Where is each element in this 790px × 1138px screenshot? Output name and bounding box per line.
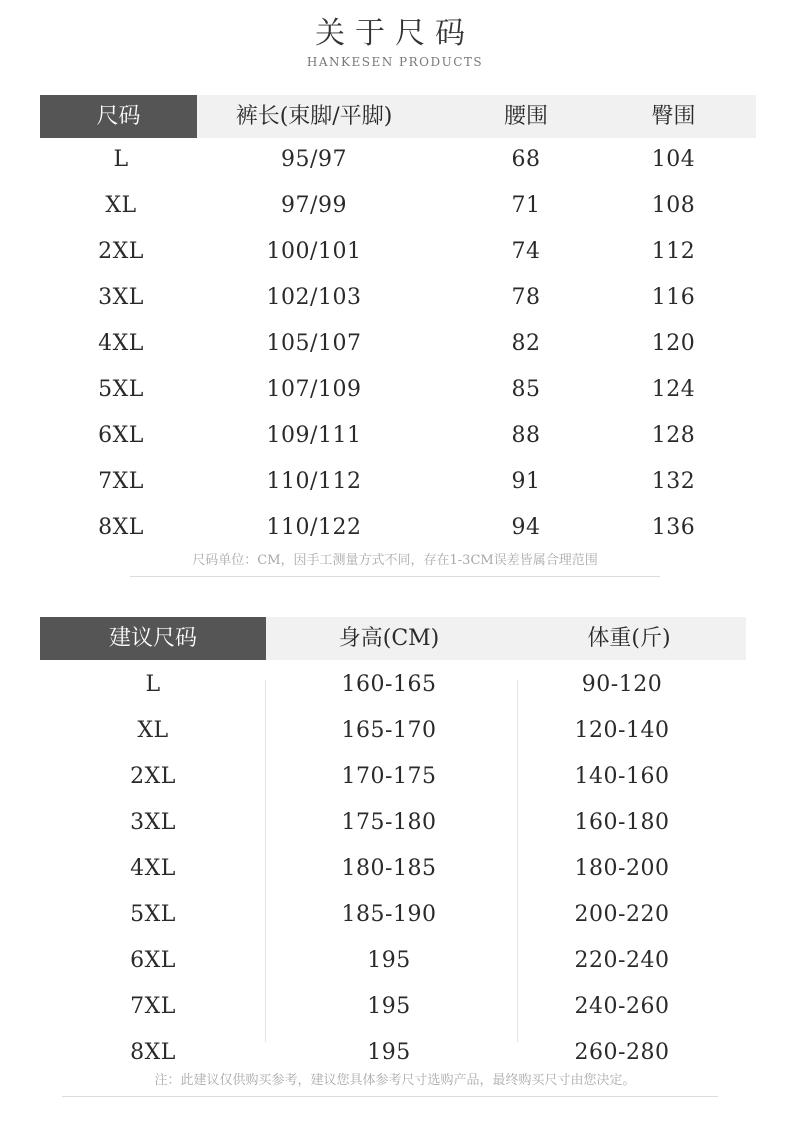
size-cell: 8XL	[130, 1040, 176, 1065]
size-cell: 4XL	[98, 331, 144, 356]
table-row	[40, 892, 746, 938]
hip-cell: 132	[651, 469, 696, 494]
hip-cell: 128	[651, 423, 696, 448]
header-weight: 体重(斤)	[587, 626, 671, 651]
size-cell: L	[113, 147, 129, 172]
recommend-table-note: 注：此建议仅供购买参考，建议您具体参考尺寸选购产品，最终购买尺寸由您决定。	[154, 1073, 636, 1088]
weight-cell: 220-240	[574, 948, 670, 973]
length-cell: 107/109	[266, 377, 362, 402]
length-cell: 109/111	[266, 423, 362, 448]
header-hip: 臀围	[651, 104, 696, 129]
table-row	[40, 754, 746, 800]
waist-cell: 91	[511, 469, 541, 494]
length-cell: 105/107	[266, 331, 362, 356]
waist-cell: 71	[511, 193, 541, 218]
header-waist: 腰围	[503, 104, 548, 129]
waist-cell: 74	[511, 239, 541, 264]
size-cell: 5XL	[98, 377, 144, 402]
weight-cell: 140-160	[574, 764, 670, 789]
waist-cell: 82	[511, 331, 541, 356]
waist-cell: 78	[511, 285, 541, 310]
table-row	[40, 367, 756, 413]
table-row	[40, 413, 756, 459]
size-cell: 2XL	[130, 764, 176, 789]
height-cell: 180-185	[341, 856, 437, 881]
table-row	[40, 183, 756, 229]
height-cell: 195	[367, 994, 411, 1019]
size-cell: XL	[137, 718, 169, 743]
header-height: 身高(CM)	[338, 626, 440, 651]
size-cell: 2XL	[98, 239, 144, 264]
table-row	[40, 984, 746, 1030]
hip-cell: 136	[651, 515, 696, 540]
table-row	[40, 321, 756, 367]
table-row	[40, 275, 756, 321]
header-length: 裤长(束脚/平脚)	[235, 104, 393, 129]
page-subtitle: HANKESEN PRODUCTS	[306, 55, 484, 69]
size-cell: 6XL	[130, 948, 176, 973]
table-row	[40, 137, 756, 183]
length-cell: 110/122	[266, 515, 362, 540]
table-row	[40, 505, 756, 551]
height-cell: 170-175	[341, 764, 437, 789]
table-row	[40, 800, 746, 846]
hip-cell: 116	[651, 285, 696, 310]
height-cell: 165-170	[341, 718, 437, 743]
page-title: 关于尺码	[315, 16, 475, 51]
height-cell: 195	[367, 1040, 411, 1065]
hip-cell: 120	[651, 331, 696, 356]
size-table-note: 尺码单位：CM，因手工测量方式不同，存在1-3CM误差皆属合理范围	[192, 553, 598, 568]
weight-cell: 90-120	[581, 672, 663, 697]
weight-cell: 180-200	[574, 856, 670, 881]
waist-cell: 94	[511, 515, 541, 540]
header-size: 尺码	[40, 95, 197, 138]
table-row	[40, 662, 746, 708]
height-cell: 160-165	[341, 672, 437, 697]
size-cell: L	[145, 672, 161, 697]
length-cell: 97/99	[281, 193, 347, 218]
recommend-table-header	[40, 617, 746, 660]
hip-cell: 124	[651, 377, 696, 402]
table-row	[40, 846, 746, 892]
waist-cell: 88	[511, 423, 541, 448]
size-table-header	[40, 95, 756, 138]
size-cell: 4XL	[130, 856, 176, 881]
divider	[130, 576, 660, 577]
length-cell: 110/112	[266, 469, 362, 494]
size-cell: 3XL	[98, 285, 144, 310]
length-cell: 102/103	[266, 285, 362, 310]
hip-cell: 104	[651, 147, 696, 172]
hip-cell: 108	[651, 193, 696, 218]
height-cell: 175-180	[341, 810, 437, 835]
size-cell: 7XL	[98, 469, 144, 494]
size-cell: XL	[105, 193, 137, 218]
waist-cell: 68	[511, 147, 541, 172]
height-cell: 185-190	[341, 902, 437, 927]
length-cell: 95/97	[281, 147, 347, 172]
table-row	[40, 708, 746, 754]
weight-cell: 120-140	[574, 718, 670, 743]
hip-cell: 112	[651, 239, 696, 264]
size-cell: 8XL	[98, 515, 144, 540]
size-cell: 3XL	[130, 810, 176, 835]
height-cell: 195	[367, 948, 411, 973]
divider	[62, 1096, 718, 1097]
size-cell: 6XL	[98, 423, 144, 448]
table-row	[40, 459, 756, 505]
weight-cell: 160-180	[574, 810, 670, 835]
weight-cell: 240-260	[574, 994, 670, 1019]
size-cell: 7XL	[130, 994, 176, 1019]
weight-cell: 200-220	[574, 902, 670, 927]
waist-cell: 85	[511, 377, 541, 402]
header-recommended-size: 建议尺码	[40, 617, 266, 660]
table-row	[40, 229, 756, 275]
size-cell: 5XL	[130, 902, 176, 927]
table-row	[40, 938, 746, 984]
weight-cell: 260-280	[574, 1040, 670, 1065]
length-cell: 100/101	[266, 239, 362, 264]
